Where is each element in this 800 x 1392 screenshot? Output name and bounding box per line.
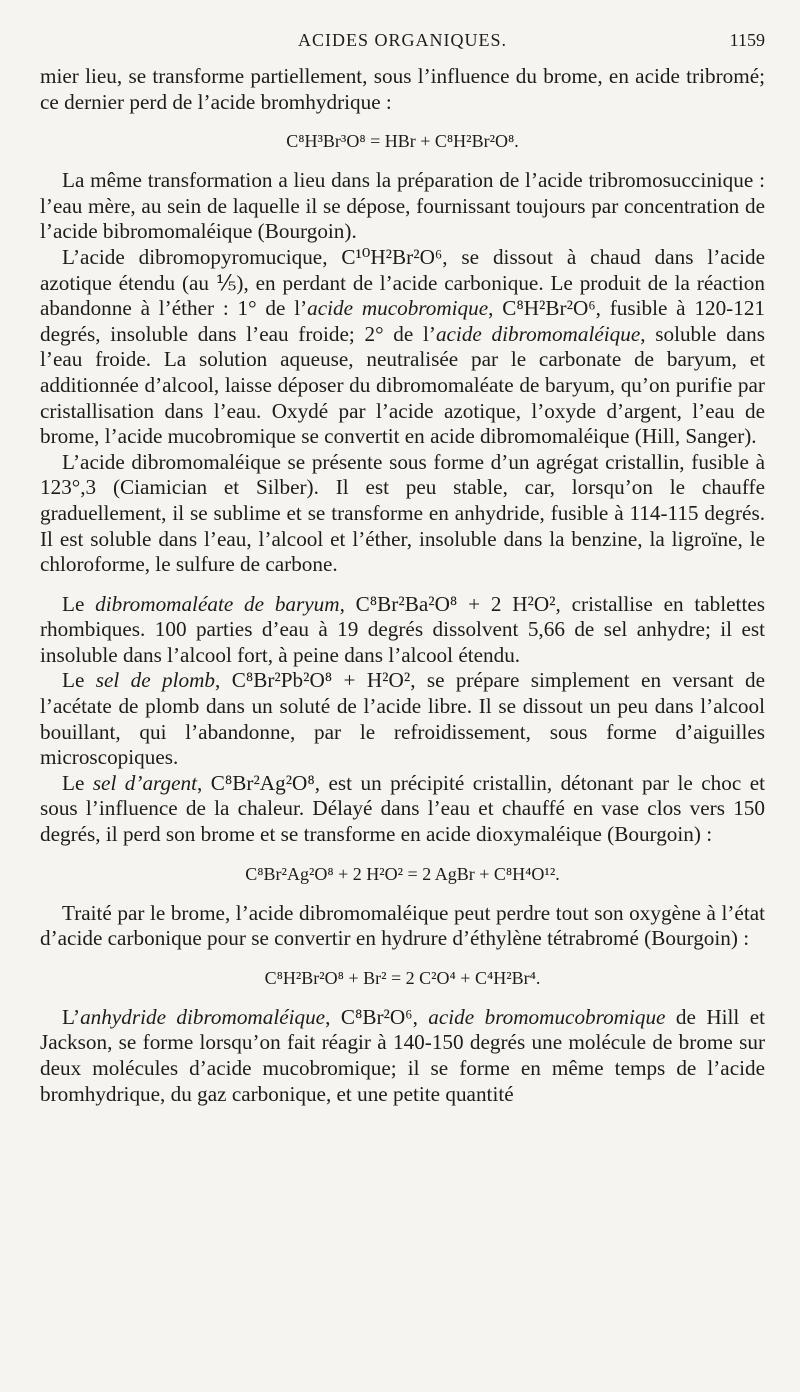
text-run: , C⁸Br²O⁶,	[325, 1004, 429, 1029]
text-run: Le	[62, 770, 93, 795]
equation-3: C⁸H²Br²O⁸ + Br² = 2 C²O⁴ + C⁴H²Br⁴.	[264, 967, 541, 988]
italic-term: anhydride dibromomaléique	[80, 1004, 326, 1029]
paragraph-sel-d-argent	[40, 771, 765, 848]
paragraph-traite-par-le-brome: Traité par le brome, l’acide dibromomaléique peut perdre tout son oxygène à l’état d’acide carbonique pour se convertir en hydrure d’éthylène tétrabromé (Bourgoin) :	[40, 900, 765, 951]
equation-1: C⁸H³Br³O⁸ = HBr + C⁸H²Br²O⁸.	[286, 131, 519, 152]
page-number: 1159	[729, 30, 765, 50]
running-title: ACIDES ORGANIQUES.	[297, 30, 507, 50]
italic-term: dibromomaléate de baryum	[95, 591, 340, 616]
italic-term: sel d’argent	[92, 770, 197, 795]
paragraph-dibromomaleate-baryum	[40, 592, 765, 669]
equation-2: C⁸Br²Ag²O⁸ + 2 H²O² = 2 AgBr + C⁸H⁴O¹².	[245, 863, 560, 884]
paragraph-tribromosuccinique: La même transformation a lieu dans la préparation de l’acide tribromosuccinique : l’eau mère, au sein de laquelle il se dépose, fournissant toujours par concentration de l’acide bibromomaléique (Bourgoin).	[40, 168, 765, 244]
text-run: Le	[62, 668, 96, 693]
text-run: , C⁸Br²Ba²O⁸ + 2 H²O², cristallise en tablettes rhombiques. 100 parties d’eau à 19 degrés dissolvent 5,66 de sel anhydre; il est insoluble dans l’alcool fort, à peine dans l’alcool étendu.	[40, 591, 765, 667]
text-run: Le	[62, 591, 96, 616]
paragraph-acide-dibromomaleique: L’acide dibromomaléique se présente sous forme d’un agrégat cristallin, fusible à 123°,3 (Ciamician et Silber). Il est peu stable, car, lorsqu’on le chauffe graduellement, il se sublime et se transforme en anhydride, fusible à 114-115 degrés. Il est soluble dans l’eau, l’alcool et l’éther, insoluble dans la benzine, la ligroïne, le chloroforme, le sulfure de carbone.	[40, 449, 765, 577]
text-run: , C⁸H²Br²O⁶, fusible à 120-121 degrés, insoluble dans l’eau froide; 2° de l’	[40, 296, 766, 346]
italic-term: acide mucobromique	[307, 296, 489, 321]
text-run: , soluble dans l’eau froide. La solution aqueuse, neutralisée par le carbonate de baryum, et additionnée d’alcool, laisse déposer du dibromomaléate de baryum, qu’on purifie par cristallisation dans l’eau. Oxydé par l’acide azotique, l’oxyde d’argent, l’eau de brome, l’acide mucobromique se convertit en acide dibromomaléique (Hill, Sanger).	[40, 321, 765, 449]
page-body	[40, 64, 765, 1107]
italic-term: acide bromomucobromique	[428, 1004, 666, 1029]
text-run: , C⁸Br²Pb²O⁸ + H²O², se prépare simplement en versant de l’acétate de plomb dans un soluté de l’acide libre. Il se dissout un peu dans l’alcool bouillant, qui l’abandonne, par le refroidissement, sous forme d’aiguilles microscopiques.	[40, 668, 765, 770]
paragraph-anhydride-dibromomaleique	[40, 1005, 765, 1107]
text-run: de Hill et Jackson, se forme lorsqu’on fait réagir à 140-150 degrés une molécule de brome sur deux molécules d’acide mucobromique; il se forme en même temps de l’acide bromhydrique, du gaz carbonique, et une petite quantité	[40, 1004, 766, 1106]
italic-term: sel de plomb	[95, 668, 216, 693]
text-run: L’acide dibromopyromucique, C¹⁰H²Br²O⁶, se dissout à chaud dans l’acide azotique étendu (au ⅕), en perdant de l’acide carbonique. Le produit de la réaction abandonne à l’éther : 1° de l’	[40, 244, 765, 321]
paragraph-continued: mier lieu, se transforme partiellement, sous l’influence du brome, en acide tribromé; ce dernier perd de l’acide bromhydrique :	[40, 64, 765, 114]
paragraph-dibromopyromucique	[40, 245, 765, 450]
text-run: L’	[62, 1004, 81, 1029]
page-header	[40, 30, 765, 56]
text-run: , C⁸Br²Ag²O⁸, est un précipité cristallin, détonant par le choc et sous l’influence de la chaleur. Délayé dans l’eau et chauffé en vase clos vers 150 degrés, il perd son brome et se transforme en acide dioxymaléique (Bourgoin) :	[40, 770, 765, 847]
paragraph-sel-de-plomb	[40, 668, 765, 770]
italic-term: acide dibromomaléique	[435, 321, 641, 346]
